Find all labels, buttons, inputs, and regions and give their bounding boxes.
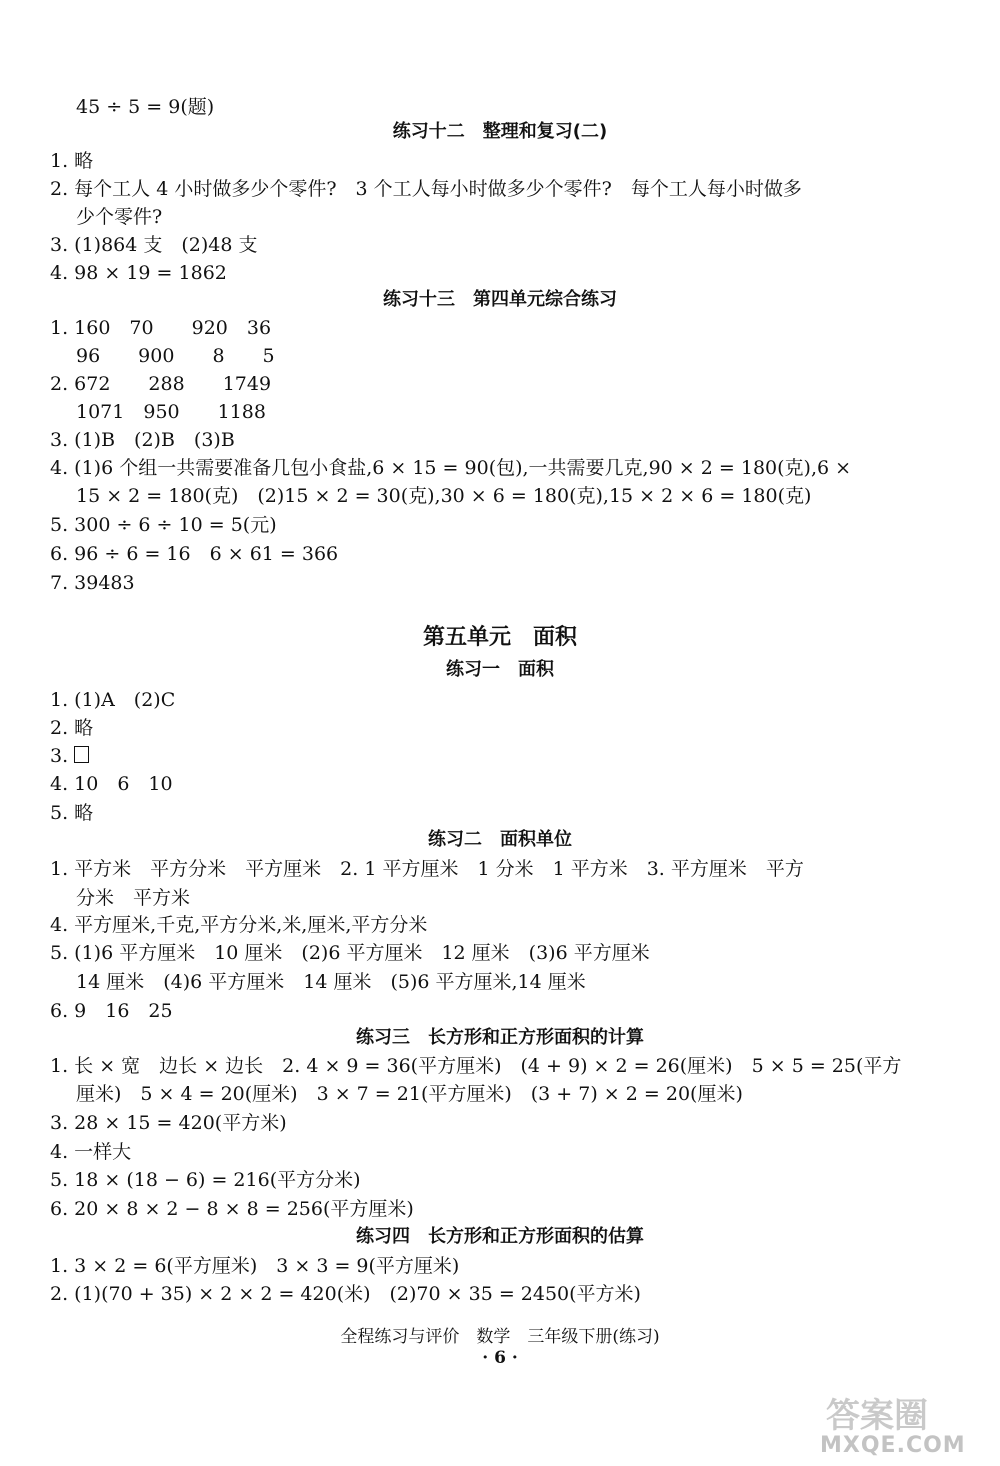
text-line: 2. 672 288 1749 xyxy=(50,373,272,395)
section-heading: 练习十三 第四单元综合练习 xyxy=(383,289,617,310)
text-line: 4. 一样大 xyxy=(50,1141,132,1163)
watermark-site: MXQE.COM xyxy=(820,1433,966,1458)
section-heading: 练习二 面积单位 xyxy=(428,829,572,850)
text-line: 1. 平方米 平方分米 平方厘米 2. 1 平方厘米 1 分米 1 平方米 3. 平方厘米 平方 xyxy=(50,858,804,880)
text-line: 3. 28 × 15 = 420(平方米) xyxy=(50,1112,287,1134)
text-line: 3. (1)B (2)B (3)B xyxy=(50,429,235,451)
text-line: 1. (1)A (2)C xyxy=(50,689,176,711)
text-line: 3. (1)864 支 (2)48 支 xyxy=(50,234,258,256)
page-number: · 6 · xyxy=(482,1348,518,1368)
text-line: 2. (1)(70 + 35) × 2 × 2 = 420(米) (2)70 × 35 = 2450(平方米) xyxy=(50,1283,641,1305)
section-heading: 练习一 面积 xyxy=(446,659,554,680)
text-line: 15 × 2 = 180(克) (2)15 × 2 = 30(克),30 × 6 = 180(克),15 × 2 × 6 = 180(克) xyxy=(76,485,812,507)
text-line: 6. 96 ÷ 6 = 16 6 × 61 = 366 xyxy=(50,543,339,565)
text-line: 1. 长 × 宽 边长 × 边长 2. 4 × 9 = 36(平方厘米) (4 + 9) × 2 = 26(厘米) 5 × 5 = 25(平方 xyxy=(50,1055,902,1077)
text-line: 1. 3 × 2 = 6(平方厘米) 3 × 3 = 9(平方厘米) xyxy=(50,1255,460,1277)
text-line: 少个零件? xyxy=(76,206,163,228)
text-line: 5. 略 xyxy=(50,802,94,824)
text-line: 5. 300 ÷ 6 ÷ 10 = 5(元) xyxy=(50,514,277,536)
section-heading: 练习十二 整理和复习(二) xyxy=(392,121,608,142)
text-line: 4. 98 × 19 = 1862 xyxy=(50,262,227,284)
text-line: 14 厘米 (4)6 平方厘米 14 厘米 (5)6 平方厘米,14 厘米 xyxy=(76,971,586,993)
watermark-logo xyxy=(820,1388,990,1458)
text-line: 5. (1)6 平方厘米 10 厘米 (2)6 平方厘米 12 厘米 (3)6 平方厘米 xyxy=(50,942,650,964)
text-line: 6. 9 16 25 xyxy=(50,1000,173,1022)
unit-title: 第五单元 面积 xyxy=(422,625,577,650)
text-line: 5. 18 × (18 − 6) = 216(平方分米) xyxy=(50,1169,361,1191)
section-heading: 练习三 长方形和正方形面积的计算 xyxy=(356,1027,644,1048)
text-line: 7. 39483 xyxy=(50,572,135,594)
text-line: 4. 10 6 10 xyxy=(50,773,173,795)
text-line: 分米 平方米 xyxy=(76,887,191,909)
section-heading: 练习四 长方形和正方形面积的估算 xyxy=(356,1226,644,1247)
text-line: 96 900 8 5 xyxy=(76,345,275,367)
footer-title: 全程练习与评价 数学 三年级下册(练习) xyxy=(340,1327,660,1347)
text-line: 4. (1)6 个组一共需要准备几包小食盐,6 × 15 = 90(包),一共需要几克,90 × 2 = 180(克),6 × xyxy=(50,457,852,479)
text-line: 厘米) 5 × 4 = 20(厘米) 3 × 7 = 21(平方厘米) (3 + 7) × 2 = 20(厘米) xyxy=(76,1083,743,1105)
square-shape xyxy=(74,746,89,763)
text-line: 1. 160 70 920 36 xyxy=(50,317,272,339)
text-line: 2. 每个工人 4 小时做多少个零件? 3 个工人每小时做多少个零件? 每个工人每小时做多 xyxy=(50,178,802,200)
text-line: 45 ÷ 5 = 9(题) xyxy=(76,96,215,118)
text-line: 2. 略 xyxy=(50,717,94,739)
item-number: 3. xyxy=(50,745,69,767)
text-line: 1. 略 xyxy=(50,150,94,172)
text-line: 4. 平方厘米,千克,平方分米,米,厘米,平方分米 xyxy=(50,914,428,936)
text-line: 6. 20 × 8 × 2 − 8 × 8 = 256(平方厘米) xyxy=(50,1198,414,1220)
text-line xyxy=(50,744,89,768)
text-line: 1071 950 1188 xyxy=(76,401,266,423)
watermark-logo-text: 答案圈 xyxy=(826,1396,928,1436)
